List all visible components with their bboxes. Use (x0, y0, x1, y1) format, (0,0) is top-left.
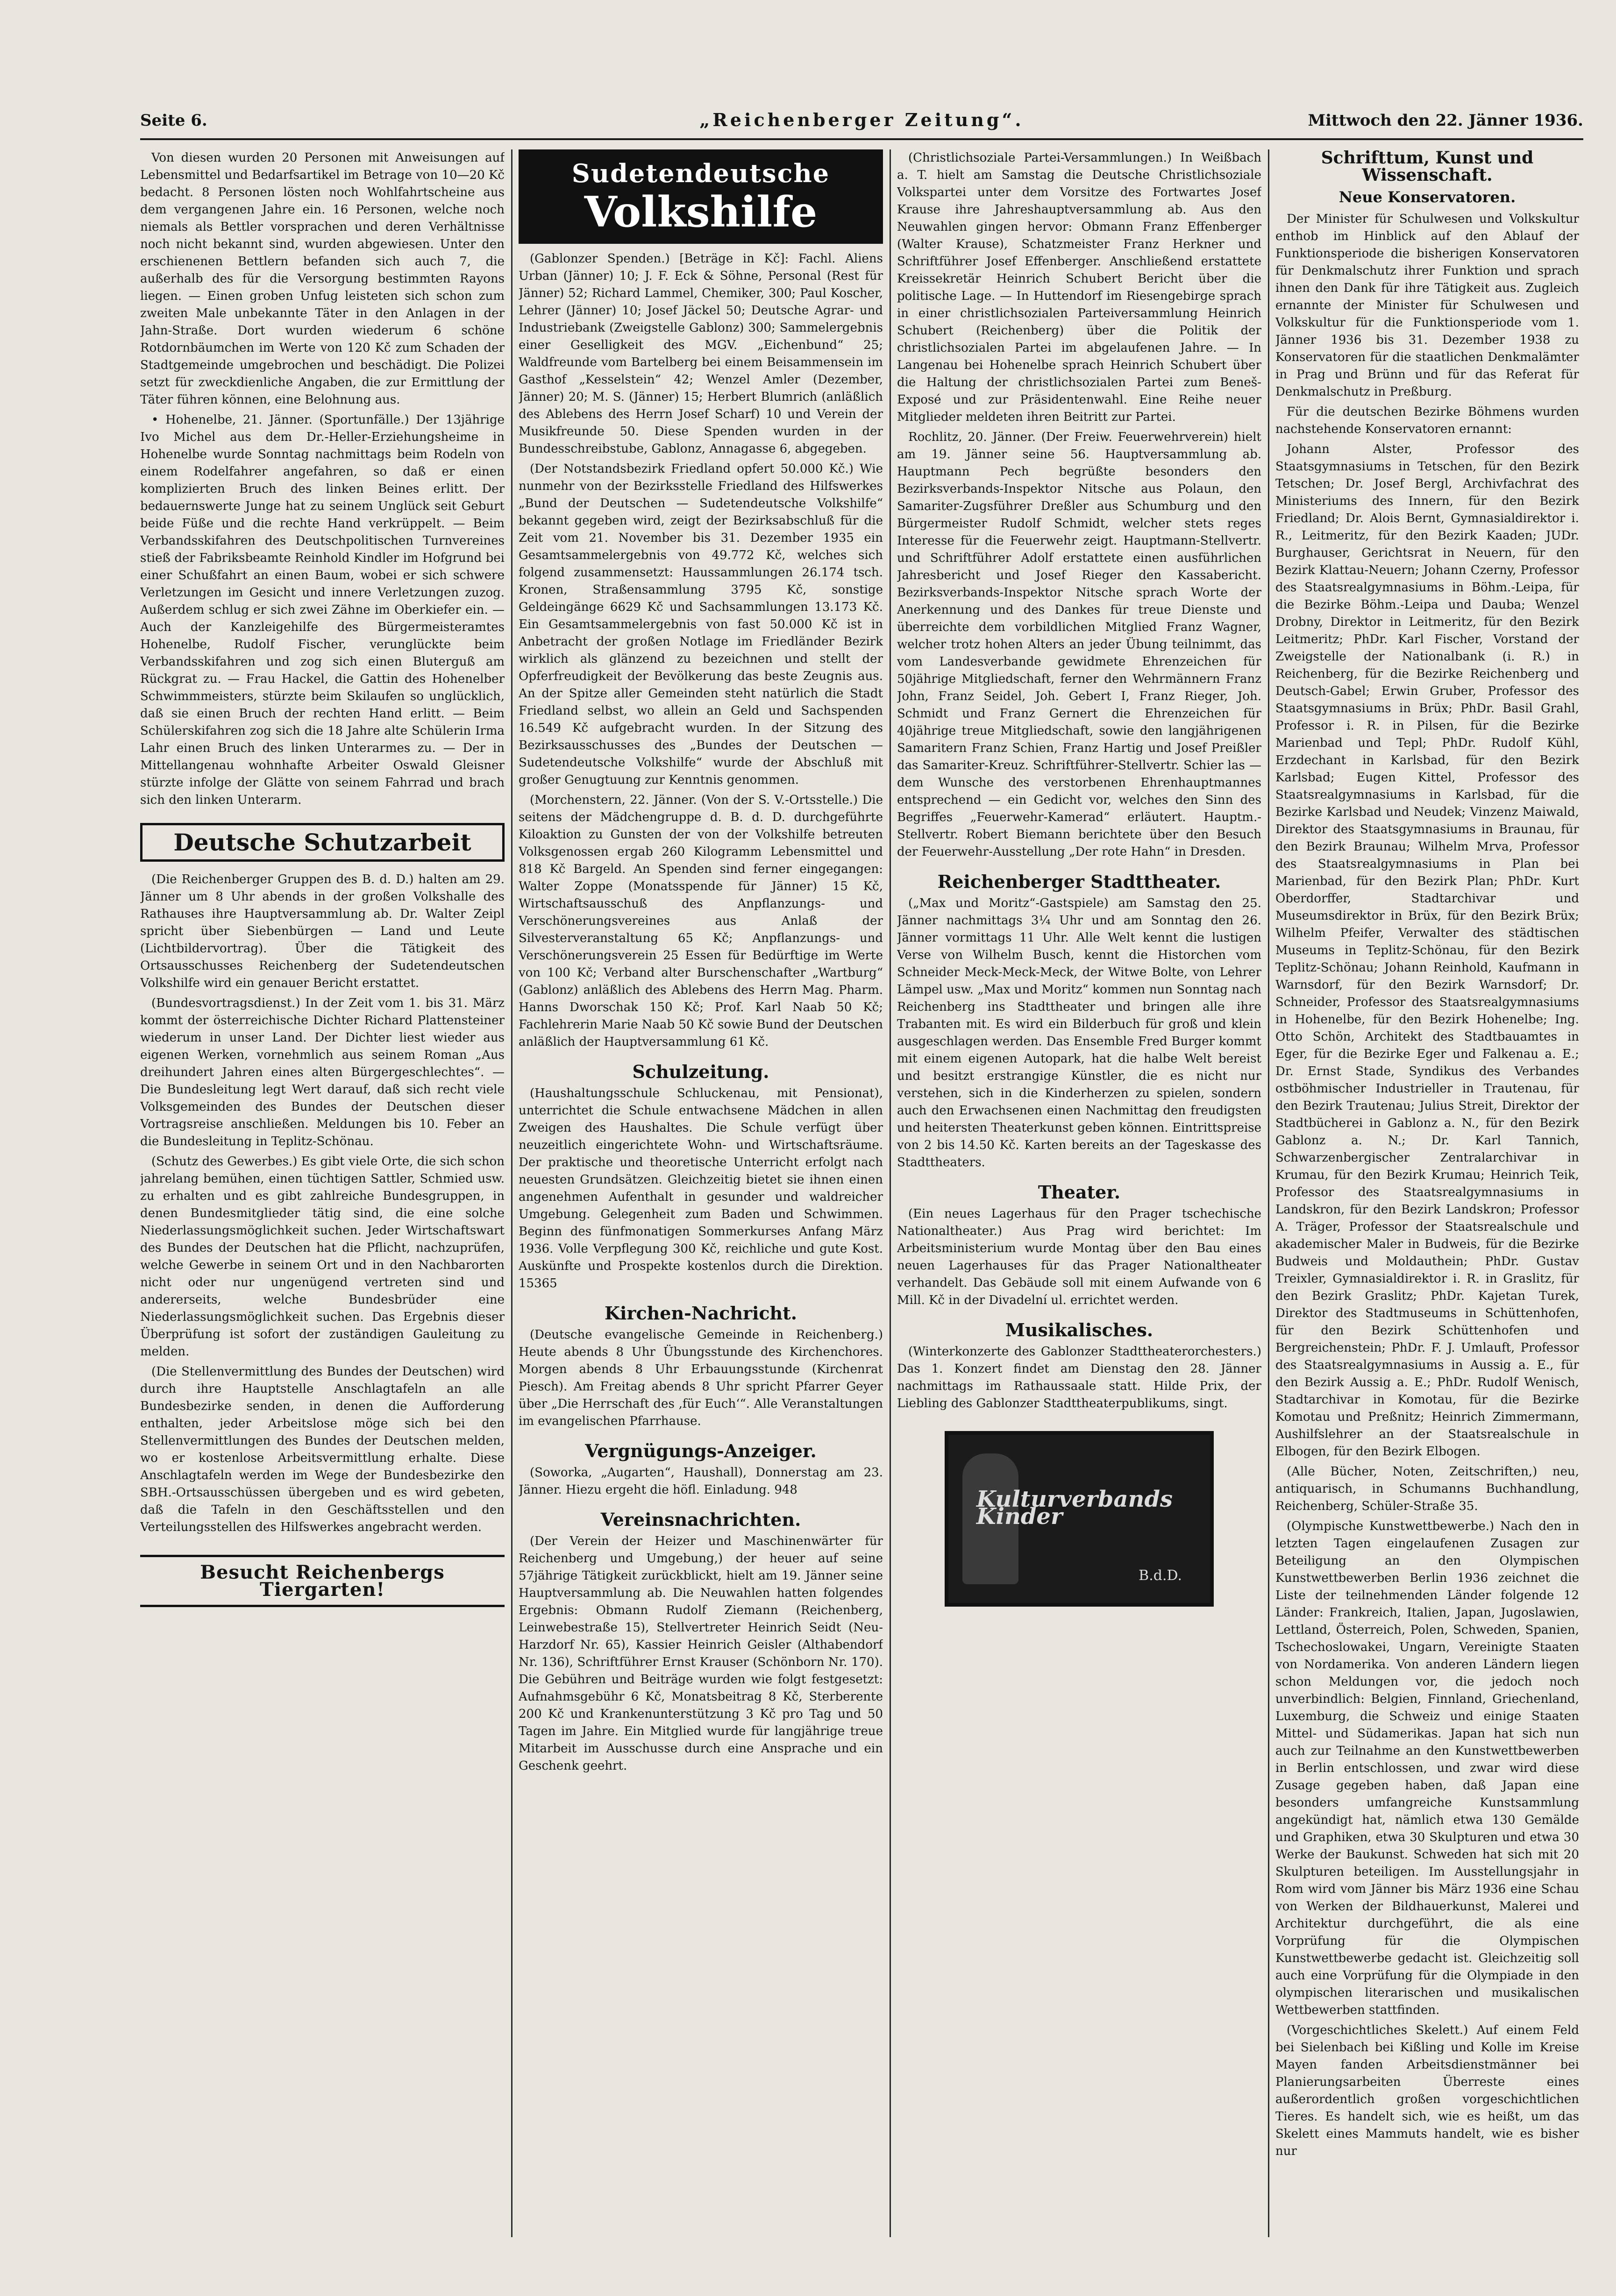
article-vortragsdienst: (Bundesvortragsdienst.) In der Zeit vom 1. bis 31. März kommt der österreichische Dichter Richard Plattensteiner wiederum in unser Land. Der Dichter liest wieder aus eigenen Werken, vornehmlich aus seinem Roman „Aus dreihundert Jahren eines alten Bürgergeschlechtes“. — Die Bundesleitung legt Wert darauf, daß sich recht viele Volksgemeinden des Bundes der Deutschen dieser Vortragsreise anschließen. Meldungen bis 10. Feber an die Bundesleitung in Teplitz-Schönau. (140, 996, 505, 1148)
ad-text: Kulturverbands Kinder (976, 1486, 1173, 1530)
heading-schulzeitung: Schulzeitung. (632, 1061, 769, 1082)
ad-subtext: B.d.D. (1139, 1567, 1182, 1584)
masthead-line-1: Sudetendeutsche (571, 158, 830, 188)
column-divider (890, 149, 891, 2237)
article-evangelisch: (Deutsche evangelische Gemeinde in Reichenberg.) Heute abends 8 Uhr Übungsstunde des Kirchenchores. Morgen abends 8 Uhr Erbauungsstunde (Kirchenrat Piesch). Am Freitag abends 8 Uhr spricht Pfarrer Geyer über „Die Herrschaft des ‚für Euch‘“. Alle Veranstaltungen im evangelischen Pfarrhause. (519, 1328, 883, 1428)
article-rochlitz-feuerwehr: Rochlitz, 20. Jänner. (Der Freiw. Feuerwehrverein) hielt am 19. Jänner seine 56. Hauptversammlung ab. Hauptmann Pech begrüßte besonders den Bezirksverbands-Inspektor Nitsche aus Polaun, den Samariter-Zugsführer Dreßler aus Schumburg und den Bürgermeister Rudolf Schmidt, welcher stets reges Interesse für die Feuerwehr zeigt. Hauptmann-Stellvertr. und Schriftführer Adolf erstattete einen ausführlichen Jahresbericht und Josef Rieger den Kassabericht. Bezirksverbands-Inspektor Nitsche sprach Worte der Anerkennung und des Dankes für treue Dienste und überreichte dem vorbildlichen Mitglied Franz Wagner, welcher trotz hohen Alters an jeder Übung teilnimmt, das vom Landesverbande gewidmete Ehrenzeichen für 50jährige Mitgliedschaft, ferner den Wehrmännern Franz John, Franz Seidel, Joh. Gebert I, Franz Rieger, Joh. Schmidt und Franz Gernert die Ehrenzeichen für 40jährige treue Mitgliedschaft, sowie den langjährigenen Samaritern Franz Schien, Franz Hartig und Josef Preißler das Samariter-Kreuz. Schriftführer-Stellvertr. Schier las — dem Wunsche des verstorbenen Ehrenhauptmannes entsprechend — ein Gedicht vor, welches den Sinn des Begriffes „Feuerwehr-Kamerad“ erläutert. Hauptm.-Stellvertr. Robert Biemann berichtete über den Besuch der Feuerwehr-Ausstellung „Der rote Hahn“ in Dresden. (897, 430, 1261, 859)
column-divider (1268, 149, 1269, 2237)
kulturverband-ad (945, 1431, 1214, 1607)
article-prager-lagerhaus: (Ein neues Lagerhaus für den Prager tschechische Nationaltheater.) Aus Prag wird berichtet: Im Arbeitsministerium wurde Montag über den Bau eines neuen Lagerhauses für das Prager Nationaltheater verhandelt. Das Gebäude soll mit einem Aufwande von 6 Mill. Kč in der Divadelní ul. errichtet werden. (897, 1207, 1261, 1307)
column-4 (1275, 149, 1579, 2237)
article-heizer-verein: (Der Verein der Heizer und Maschinenwärter für Reichenberg und Umgebung,) der heuer auf seine 57jährige Tätigkeit zurückblickt, hielt am 19. Jänner seine Hauptversammlung ab. Die Neuwahlen hatten folgendes Ergebnis: Obmann Rudolf Ziemann (Reichenberg, Leinwebestraße 15), Stellvertreter Heinrich Seidt (Neu-Harzdorf Nr. 65), Kassier Heinrich Geisler (Althabendorf Nr. 136), Schriftführer Ernst Krauser (Schönborn Nr. 170). Die Gebühren und Beiträge wurden wie folgt festgesetzt: Aufnahmsgebühr 6 Kč, Monatsbeitrag 8 Kč, Sterberente 200 Kč und Krankenunterstützung 3 Kč pro Tag und 50 Tagen im Jahre. Ein Mitglied wurde für langjährige treue Mitarbeit im Ausschusse durch eine Ansprache und ein Geschenk geehrt. (519, 1534, 883, 1773)
article-haushaltungsschule: (Haushaltungsschule Schluckenau, mit Pensionat), unterrichtet die Schule entwachsene Mädchen in allen Zweigen des Haushaltes. Die Schule verfügt über neuzeitlich eingerichtete Wohn- und Wirtschaftsräume. Der praktische und theoretische Unterricht erfolgt nach neuesten Grundsätzen. Gleichzeitig bietet sie ihnen einen angenehmen Aufenthalt in gesunder und waldreicher Umgebung. Gelegenheit zum Baden und Schwimmen. Beginn des fünfmonatigen Sommerkurses Anfang März 1936. Volle Verpflegung 300 Kč, reichliche und gute Kost. Auskünfte und Prospekte kostenlos durch die Direktion. 15365 (519, 1086, 883, 1290)
tiergarten-banner: Besucht Reichenbergs Tiergarten! (140, 1555, 505, 1607)
heading-schrifttum: Schrifttum, Kunst und Wissenschaft. (1321, 149, 1534, 185)
heading-vereine: Vereinsnachrichten. (600, 1509, 801, 1530)
heading-musik: Musikalisches. (1005, 1319, 1153, 1340)
article-morchenstern: (Morchenstern, 22. Jänner. (Von der S. V.-Ortsstelle.) Die seitens der Mädchengruppe d. B. d. D. durchgeführte Kiloaktion zu Gunsten der von der Volkshilfe betreuten Volksgenossen ergab 260 Kilogramm Lebensmittel und 818 Kč Bargeld. An Spenden sind ferner eingegangen: Walter Zoppe (Monatsspende für Jänner) 15 Kč, Wirtschaftsausschuß des Anpflanzungs- und Verschönerungsvereines aus Anlaß der Silvesterveranstaltung 65 Kč; Anpflanzungs- und Verschönerungsverein 25 Essen für Bedürftige im Werte von 100 Kč; Verband alter Burschenschafter „Wartburg“ (Gablonz) anläßlich des Ablebens des Herrn Mag. Pharm. Hanns Dworschak 150 Kč; Prof. Karl Naab 50 Kč; Fachlehrerin Marie Naab 50 Kč sowie Bund der Deutschen anläßlich der Hauptversammlung 61 Kč. (519, 793, 883, 1049)
heading-theater: Theater. (1038, 1182, 1121, 1203)
header-rule (140, 138, 1583, 140)
article-konservatoren-list: Johann Alster, Professor des Staatsgymnasiums in Tetschen, für den Bezirk Tetschen; Dr. Josef Bergl, Archivfachrat des Ministeriums des Innern, für den Bezirk Friedland; Dr. Alois Bernt, Gymnasialdirektor i. R., Leitmeritz, für den Bezirk Kaaden; JUDr. Burghauser, Gerichtsrat in Neuern, für den Bezirk Klattau-Neuern; Johann Czerny, Professor des Staatsrealgymnasiums in Böhm.-Leipa, für die Bezirke Böhm.-Leipa und Dauba; Wenzel Drobny, Direktor in Leitmeritz, für den Bezirk Leitmeritz; PhDr. Karl Fischer, Vorstand der Zweigstelle der Nationalbank (i. R.) in Reichenberg, für die Bezirke Reichenberg und Deutsch-Gabel; Erwin Gruber, Professor des Staatsgymnasiums in Brüx; PhDr. Basil Grahl, Professor i. R. in Pilsen, für die Bezirke Marienbad und Tepl; PhDr. Rudolf Kühl, Erzdechant in Karlsbad, für den Bezirk Karlsbad; Eugen Kittel, Professor des Staatsrealgymnasiums in Karlsbad, für die Bezirke Karlsbad und Neudek; Vinzenz Maiwald, Direktor des Staatsgymnasiums in Braunau, für den Bezirk Braunau; Wilhelm Mrva, Professor des Staatsrealgymnasiums in Plan bei Marienbad, für den Bezirk Plan; PhDr. Kurt Oberdorffer, Stadtarchivar und Museumsdirektor in Brüx, für den Bezirk Brüx; Wilhelm Pfeifer, Verwalter des städtischen Museums in Teplitz-Schönau, für den Bezirk Teplitz-Schönau; Johann Reinhold, Kaufmann in Warnsdorf, für den Bezirk Warnsdorf; Dr. Schneider, Professor des Staatsrealgymnasiums in Hohenelbe, für den Bezirk Hohenelbe; Ing. Otto Schön, Architekt des Stadtbauamtes in Eger, für die Bezirke Eger und Falkenau a. E.; Dr. Ernst Stade, Syndikus des Verbandes ostböhmischer Industrieller in Trautenau, für den Bezirk Trautenau; Julius Streit, Direktor der Stadtbücherei in Gablonz a. N., für den Bezirk Gablonz a. N.; Dr. Karl Tannich, Schwarzenbergischer Zentralarchivar in Krumau, für den Bezirk Krumau; Heinrich Teik, Professor des Staatsrealgymnasiums in Landskron, für den Bezirk Landskron; Professor A. Träger, Professor der Staatsrealschule und akademischer Maler in Budweis, für die Bezirke Budweis und Moldauthein; PhDr. Gustav Treixler, Gymnasialdirektor i. R. in Graslitz, für den Bezirk Graslitz; PhDr. Kajetan Turek, Direktor des Stadtmuseums in Schüttenhofen, für den Bezirk Schüttenhofen und Bergreichenstein; PhDr. F. J. Umlauft, Professor des Staatsrealgymnasiums in Aussig a. E., für den Bezirk Aussig a. E.; PhDr. Rudolf Wenisch, Stadtarchivar in Komotau, für die Bezirke Komotau und Preßnitz; Heinrich Zimmermann, Aushilfslehrer an der Staatsrealschule in Elbogen, für den Bezirk Elbogen. (1275, 442, 1579, 1459)
article-bdd-gruppen: (Die Reichenberger Gruppen des B. d. D.) halten am 29. Jänner um 8 Uhr abends in der großen Volkshalle des Rathauses ihre Hauptversammlung ab. Dr. Walter Zeipl spricht über Siebenbürgen — Land und Leute (Lichtbildervortrag). Über die Tätigkeit des Ortsausschusses Reichenberg der Sudetendeutschen Volkshilfe wird ein genauer Bericht erstattet. (140, 872, 505, 990)
heading-konservatoren: Neue Konservatoren. (1338, 188, 1516, 206)
article-buecher: (Alle Bücher, Noten, Zeitschriften,) neu, antiquarisch, in Schumanns Buchhandlung, Reichenberg, Schüler-Straße 35. (1275, 1465, 1579, 1513)
article-christlichsozial: (Christlichsoziale Partei-Versammlungen.) In Weißbach a. T. hielt am Samstag die Deutsche Christlichsoziale Volkspartei unter dem Vorsitze des Fortwartes Josef Krause ihre Jahreshauptversammlung ab. Aus den Neuwahlen gingen hervor: Obmann Franz Effenberger (Walter Krause), Schatzmeister Franz Herkner und Schriftführer Josef Effenberger. Anschließend erstattete Kreissekretär Heinrich Schubert Bericht über die politische Lage. — In Huttendorf im Riesengebirge sprach in einer christlichsozialen Parteiversammlung Heinrich Schubert (Reichenberg) über die Politik der christlichsozialen Partei im abgelaufenen Jahre. — In Langenau bei Hohenelbe sprach Heinrich Schubert über die Haltung der christlichsozialen Partei zum Beneš-Exposé und zur Präsidentenwahl. Eine Reihe neuer Mitglieder meldeten ihren Beitritt zur Partei. (897, 151, 1261, 424)
article-winterkonzerte: (Winterkonzerte des Gablonzer Stadttheaterorchesters.) Das 1. Konzert findet am Dienstag den 28. Jänner nachmittags im Rathaussaale statt. Hilde Prix, der Liebling des Gablonzer Stadttheaterpublikums, singt. (897, 1345, 1261, 1410)
article-stellenvermittlung: (Die Stellenvermittlung des Bundes der Deutschen) wird durch ihre Hauptstelle Anschlagtafeln an alle Bundesbezirke senden, in denen die Aufforderung enthalten, jeder Arbeitslose möge sich bei den Stellenvermittlungen des Bundes der Deutschen melden, wo er kostenlose Arbeitsvermittlung erhalte. Diese Anschlagtafeln werden im Wege der Bundesbezirke den SBH.-Ortsausschüssen übergeben und es wird gebeten, daß die Tafeln in den Geschäftsstellen und den Verteilungsstellen des Hilfswerkes angebracht werden. (140, 1365, 505, 1534)
column-3 (897, 149, 1261, 2237)
article-friedland: (Der Notstandsbezirk Friedland opfert 50.000 Kč.) Wie nunmehr von der Bezirksstelle Friedland des Hilfswerkes „Bund der Deutschen — Sudetendeutsche Volkshilfe“ bekannt gegeben wird, zeigt der Bezirksabschluß für die Zeit vom 21. November bis 31. Dezember 1935 ein Gesamtsammelergebnis von 49.772 Kč, welches sich folgend zusammensetzt: Haussammlungen 26.174 tsch. Kronen, Straßensammlung 3795 Kč, sonstige Geldeingänge 6629 Kč und Sachsammlungen 13.173 Kč. Ein Gesamtsammelergebnis von fast 50.000 Kč ist in Anbetracht der großen Notlage im Friedländer Bezirk wirklich als glänzend zu bezeichnen und stellt der Opferfreudigkeit der Bevölkerung das beste Zeugnis aus. An der Spitze aller Gemeinden steht natürlich die Stadt Friedland selbst, wo allein an Geld und Sachspenden 16.549 Kč aufgebracht wurden. In der Sitzung des Bezirksausschusses des „Bundes der Deutschen — Sudetendeutsche Volkshilfe“ wurde der Abschluß mit großer Genugtuung zur Kenntnis genommen. (519, 462, 883, 787)
article-gablonz-spenden: (Gablonzer Spenden.) [Beträge in Kč]: Fachl. Aliens Urban (Jänner) 10; J. F. Eck & Söhne, Personal (Rest für Jänner) 52; Richard Lammel, Chemiker, 300; Paul Koscher, Lehrer (Jänner) 10; Josef Jäckel 50; Deutsche Agrar- und Industriebank (Zweigstelle Gablonz) 300; Sammelergebnis einer Geselligkeit des MGV. „Eichenbund“ 25; Waldfreunde vom Bartelberg bei einem Beisammensein im Gasthof „Kesselstein“ 42; Wenzel Amler (Dezember, Jänner) 20; M. S. (Jänner) 15; Herbert Blumrich (anläßlich des Ablebens des Herrn Josef Scharf) 10 und Verein der Musikfreunde 50. Diese Spenden wurden in der Bundesschreibstube, Gablonz, Annagasse 6, abgegeben. (519, 252, 883, 456)
issue-date: Mittwoch den 22. Jänner 1936. (1308, 111, 1583, 130)
article-konservatoren-lead: Für die deutschen Bezirke Böhmens wurden nachstehende Konservatoren ernannt: (1275, 405, 1579, 436)
article-olympische-kunst: (Olympische Kunstwettbewerbe.) Nach den in letzten Tagen eingelaufenen Zusagen zur Beteiligung an den Olympischen Kunstwettbewerben Berlin 1936 zeichnet die Liste der teilnehmenden Länder folgende 12 Länder: Frankreich, Italien, Japan, Jugoslawien, Lettland, Österreich, Polen, Schweden, Spanien, Tschechoslowakei, Ungarn, Vereinigte Staaten von Nordamerika. Von anderen Ländern liegen schon Meldungen vor, die jedoch noch unverbindlich: Belgien, Finnland, Griechenland, Luxemburg, die Schweiz und einige Staaten Mittel- und Südamerikas. Japan hat sich nun auch zur Teilnahme an den Kunstwettbewerben in Berlin entschlossen, und zwar wird diese Zusage gegeben haben, daß Japan eine besonders umfangreiche Kunstsammlung angekündigt hat, nämlich etwa 130 Gemälde und Graphiken, etwa 30 Skulpturen und etwa 30 Werke der Baukunst. Schweden hat sich mit 20 Skulpturen beteiligen. Im Ausstellungsjahr in Rom wird vom Jänner bis März 1936 eine Schau von Werken der Bildhauerkunst, Malerei und Architektur durchgeführt, die als eine Vorprüfung für die Olympischen Kunstwettbewerbe gedacht ist. Gleichzeitig soll auch eine Vorprüfung für die Olympiade in den olympischen literarischen und musikalischen Wettbewerben stattfinden. (1275, 1519, 1579, 2017)
newspaper-title: „Reichenberger Zeitung“. (699, 109, 1024, 130)
article-augarten: (Soworka, „Augarten“, Haushall), Donnerstag am 23. Jänner. Hiezu ergeht die höfl. Einladung. 948 (519, 1466, 883, 1497)
article-beggars: Von diesen wurden 20 Personen mit Anweisungen auf Lebensmittel und Bedarfsartikel im Betrage von 10—20 Kč bedacht. 8 Personen lösten noch Wohlfahrtscheine aus dem vergangenen Jahre ein. 16 Personen, welche noch niemals als Bettler vorsprachen und deren Verhältnisse noch nicht bekannt sind, wurden abgewiesen. Unter den erschienenen Bettlern befanden sich auch 7, die außerhalb des für die Versorgung bestimmten Rayons liegen. — Einen groben Unfug leisteten sich schon zum zweiten Male unbekannte Täter in den Anlagen in der Jahn-Straße. Dort wurden wiederum 6 schöne Rotdornbäumchen im Werte von 120 Kč zum Schaden der Stadtgemeinde umgebrochen und beschädigt. Die Polizei setzt für zweckdienliche Angaben, die zur Ermittlung der Täter führen können, eine Belohnung aus. (140, 151, 505, 407)
volkshilfe-masthead (519, 149, 883, 244)
heading-vergnuegung: Vergnügungs-Anzeiger. (585, 1440, 817, 1461)
article-gewerbe: (Schutz des Gewerbes.) Es gibt viele Orte, die sich schon jahrelang bemühen, einen tüchtigen Sattler, Schmied usw. zu erhalten und es gibt zahlreiche Bundesgruppen, in denen Bundesmitglieder tätig sind, die eine solche Niederlassungsmöglichkeit suchen. Jeder Wirtschaftswart des Bundes der Deutschen hat die Pflicht, nachzuprüfen, welche Gewerbe in seinem Ort und in den Nachbarorten nicht oder nur ungenügend vertreten sind und andererseits, welche Bundesbrüder eine Niederlassungsmöglichkeit suchen. Das Ergebnis dieser Überprüfung ist sofort der zuständigen Gauleitung zu melden. (140, 1155, 505, 1359)
heading-stadttheater: Reichenberger Stadttheater. (937, 871, 1221, 892)
article-max-moritz: („Max und Moritz“-Gastspiele) am Samstag den 25. Jänner nachmittags 3¼ Uhr und am Sonntag den 26. Jänner vormittags 11 Uhr. Alle Welt kennt die lustigen Verse von Wilhelm Busch, kennt die Historchen vom Schneider Meck-Meck-Meck, der Witwe Bolte, von Lehrer Lämpel usw. „Max und Moritz“ kommen nun Sonntag nach Reichenberg ins Stadttheater und bringen alle ihre Trabanten mit. Es wird ein Bilderbuch für groß und klein ausgeschlagen werden. Das Ensemble Fred Burger kommt mit einem eigenen Autopark, hat die halbe Welt bereist und besitzt erstrangige Künstler, die es nicht nur verstehen, sich in die Kinderherzen zu spielen, sondern auch den Erwachsenen einen Nachmittag den freudigsten und heitersten Theaterkunst geben können. Eintrittspreise von 2 bis 14.50 Kč. Karten bereits an der Tageskasse des Stadttheaters. (897, 896, 1261, 1169)
article-hohenelbe: • Hohenelbe, 21. Jänner. (Sportunfälle.) Der 13jährige Ivo Michel aus dem Dr.-Heller-Erziehungsheime in Hohenelbe wurde Sonntag nachmittags beim Rodeln von einem Rodelfahrer angefahren, so daß er einen komplizierten Bruch des linken Beines erlitt. Der bedauernswerte Junge hat zu seinem Unglück seit Geburt beide Füße und die rechte Hand verkrüppelt. — Beim Verbandsskifahren des Deutschpolitischen Turnvereines stieß der Fabriksbeamte Reinhold Kindler im Hofgrund bei einer Schußfahrt an einen Baum, wobei er sich schwere Verletzungen im Gesicht und innere Verletzungen zuzog. Außerdem schlug er sich zwei Zähne im Oberkiefer ein. — Auch der Kanzleigehilfe des Bürgermeisteramtes Hohenelbe, Rudolf Fischer, verunglückte beim Verbandsskifahren und zog sich einen Bluterguß am Rückgrat zu. — Frau Hackel, die Gattin des Hohenelber Schwimmmeisters, stürzte beim Skilaufen so unglücklich, daß sie einen Bruch der rechten Hand erlitt. — Beim Schülerskifahren zog sich die 18 Jahre alte Schülerin Irma Lahr einen Bruch des linken Unterarmes zu. — Der in Mittellangenau wohnhafte Arbeiter Oswald Gleisner stürzte infolge der Glätte von seinem Fahrrad und brach sich den linken Unterarm. (140, 413, 505, 807)
page-header (140, 106, 1583, 135)
heading-kirchen: Kirchen-Nachricht. (605, 1303, 797, 1324)
section-box-schutzarbeit: Deutsche Schutzarbeit (140, 823, 505, 862)
masthead-line-2: Volkshilfe (584, 187, 818, 237)
column-divider (511, 149, 513, 2237)
column-1 (140, 149, 505, 2237)
page-number: Seite 6. (140, 111, 207, 130)
article-konservatoren-intro: Der Minister für Schulwesen und Volkskultur enthob im Hinblick auf den Ablauf der Funktionsperiode die bisherigen Konservatoren für Denkmalschutz ihrer Funktion und sprach ihnen den Dank für ihre Tätigkeit aus. Zugleich ernannte der Minister für Schulwesen und Volkskultur für die Funktionsperiode vom 1. Jänner 1936 bis 31. Dezember 1938 zu Konservatoren für die staatlichen Denkmalämter in Prag und Brünn und für das Referat für Denkmalschutz in Preßburg. (1275, 212, 1579, 399)
article-skelett: (Vorgeschichtliches Skelett.) Auf einem Feld bei Sielenbach bei Kißling und Kolle im Kreise Mayen fanden Arbeitsdienstmänner bei Planierungsarbeiten Überreste eines außerordentlich großen vorgeschichtlichen Tieres. Es handelt sich, wie es heißt, um das Skelett eines Mammuts handelt, wie es bisher nur (1275, 2023, 1579, 2158)
column-2 (519, 149, 883, 2237)
